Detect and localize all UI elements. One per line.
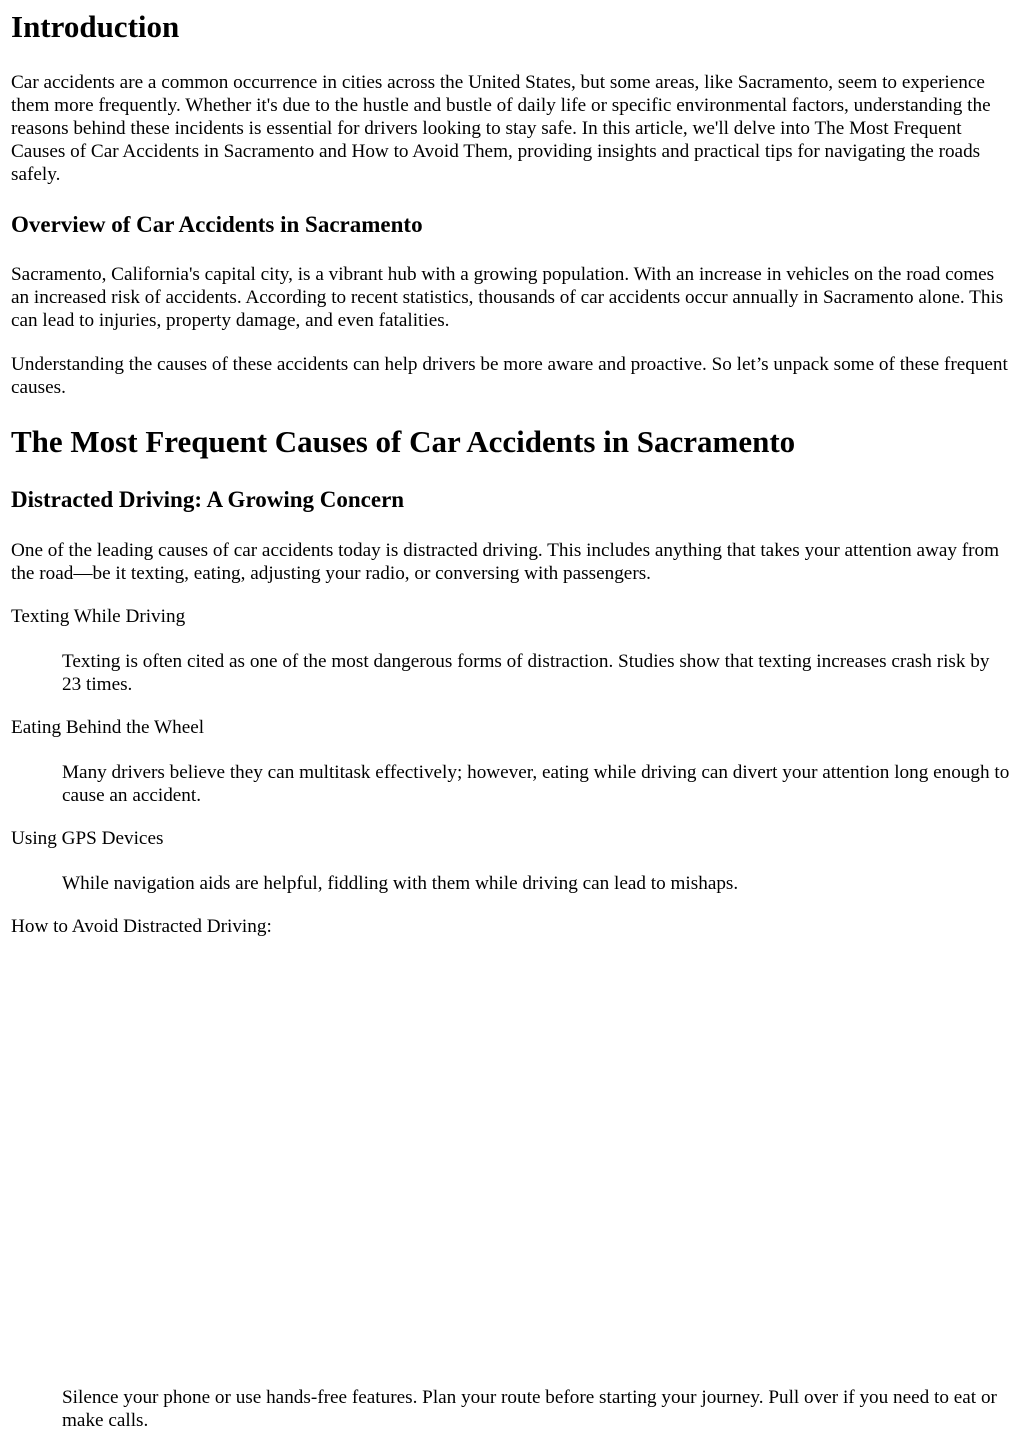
term-eating: Eating Behind the Wheel	[11, 717, 205, 738]
distracted-heading: Distracted Driving: A Growing Concern	[11, 487, 405, 512]
intro-heading: Introduction	[11, 9, 180, 44]
distracted-paragraph: One of the leading causes of car accidents today is distracted driving. This includes anything that takes your attention away from the road—be it texting, eating, adjusting your radio, or conversing with passengers.	[11, 540, 1000, 584]
overview-paragraph-2: Understanding the causes of these accidents can help drivers be more aware and proactive. So let’s unpack some of these frequent causes.	[11, 354, 1008, 398]
description-how-to-avoid: Silence your phone or use hands-free features. Plan your route before starting your journey. Pull over if you need to eat or make calls.	[62, 1387, 997, 1431]
overview-heading: Overview of Car Accidents in Sacramento	[11, 212, 423, 237]
term-texting: Texting While Driving	[11, 606, 186, 627]
term-how-to-avoid: How to Avoid Distracted Driving:	[11, 916, 272, 937]
description-texting: Texting is often cited as one of the most dangerous forms of distraction. Studies show that texting increases crash risk by 23 times.	[62, 651, 990, 695]
intro-paragraph: Car accidents are a common occurrence in cities across the United States, but some areas, like Sacramento, seem to experience them more frequently. Whether it's due to the hustle and bustle of daily life or specific environmental factors, understanding the reasons behind these incidents is essential for drivers looking to stay safe. In this article, we'll delve into The Most Frequent Causes of Car Accidents in Sacramento and How to Avoid Them, providing insights and practical tips for navigating the roads safely.	[11, 72, 991, 185]
description-eating: Many drivers believe they can multitask effectively; however, eating while driving can divert your attention long enough to cause an accident.	[62, 762, 1010, 806]
overview-paragraph-1: Sacramento, California's capital city, is a vibrant hub with a growing population. With an increase in vehicles on the road comes an increased risk of accidents. According to recent statistics, thousands of car accidents occur annually in Sacramento alone. This can lead to injuries, property damage, and even fatalities.	[11, 264, 1004, 331]
causes-heading: The Most Frequent Causes of Car Accidents in Sacramento	[11, 424, 796, 459]
description-gps: While navigation aids are helpful, fiddling with them while driving can lead to mishaps.	[62, 873, 739, 894]
term-gps: Using GPS Devices	[11, 828, 164, 849]
